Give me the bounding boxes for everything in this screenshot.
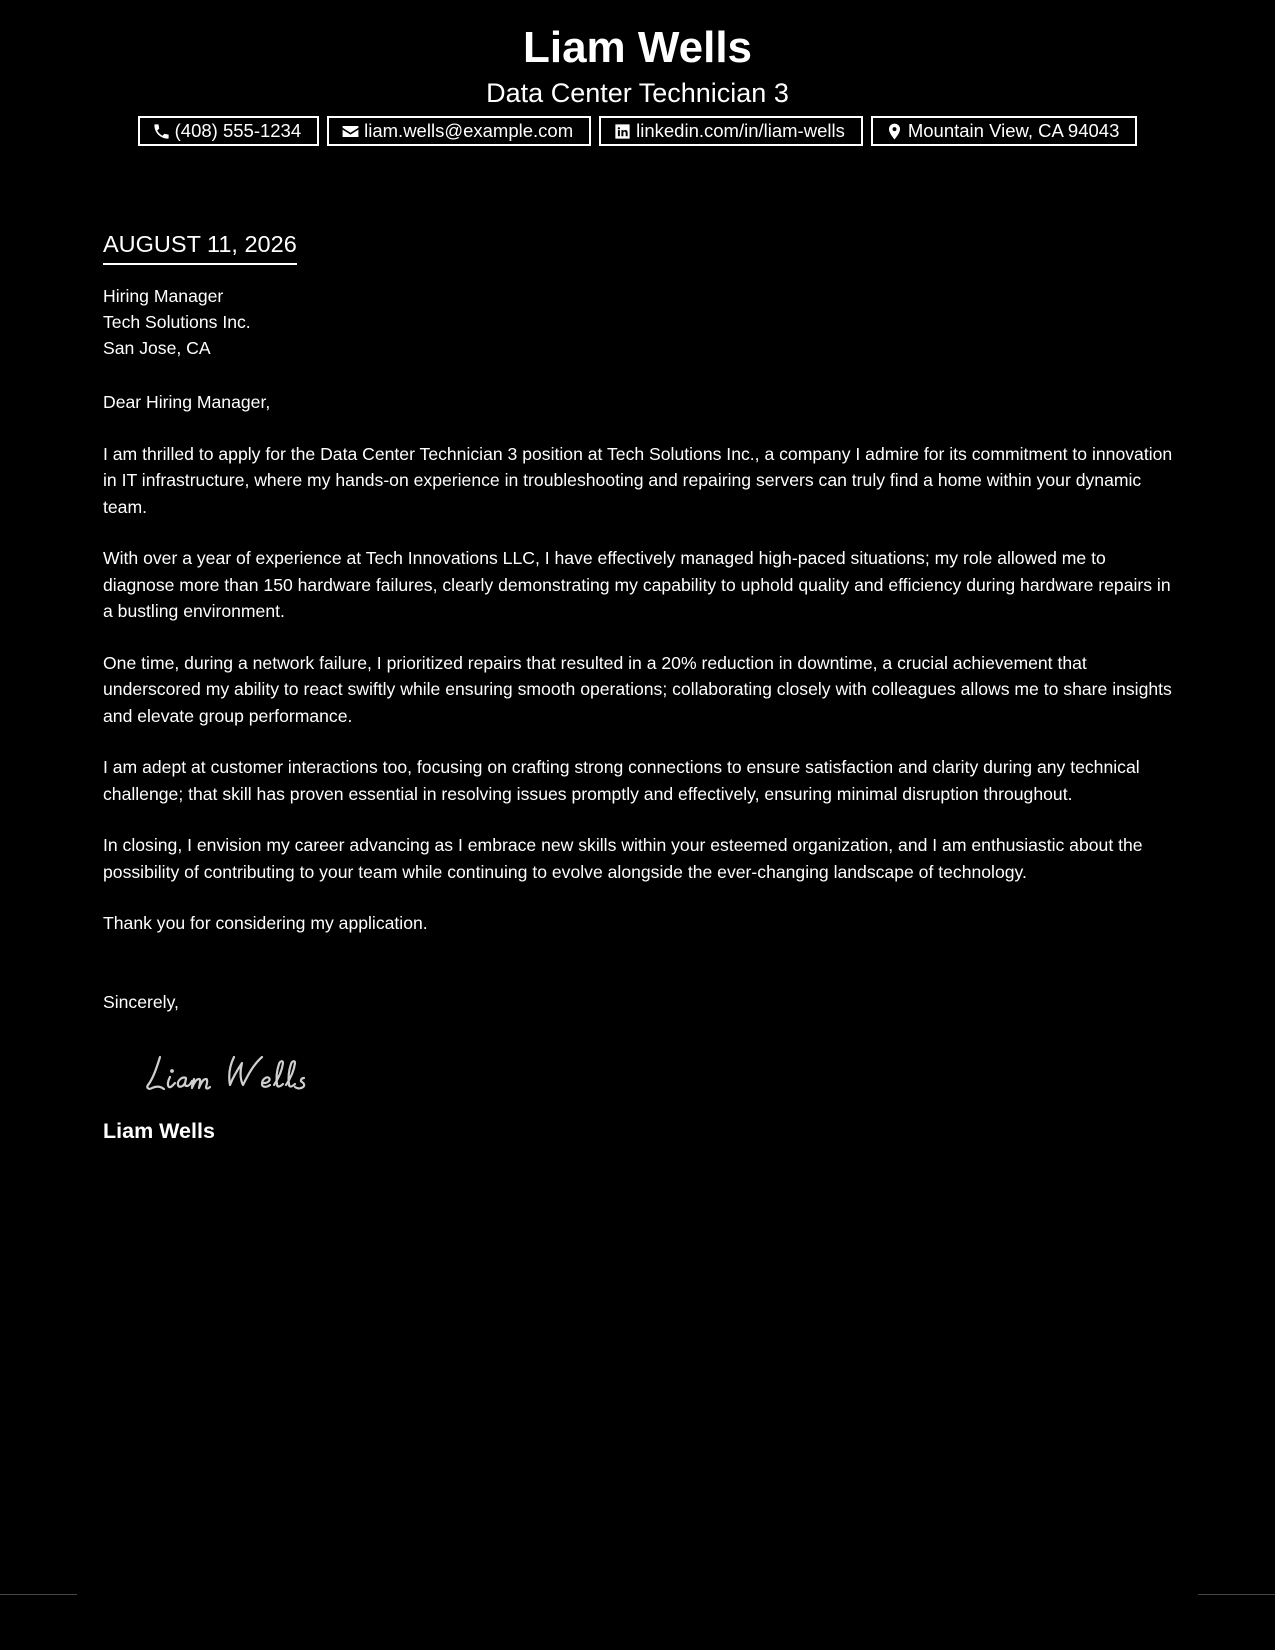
recipient-line: Hiring Manager [103,286,224,306]
contact-email[interactable] [327,116,591,146]
footer-divider [0,1594,77,1595]
body-paragraph: In closing, I envision my career advancing as I embrace new skills within your esteemed organization, and I am enthusiastic about the possibility of contributing to your team while continuing to evolve alongside the ever-changing landscape of technology. [103,835,1143,882]
closing: Sincerely, [103,991,179,1012]
letter-header [0,20,1275,146]
applicant-name: Liam Wells [522,23,753,72]
recipient-line: San Jose, CA [103,338,211,358]
recipient-address [103,283,1173,361]
recipient-line: Tech Solutions Inc. [103,312,251,332]
letter-date: AUGUST 11, 2026 [103,229,297,265]
contact-bar [0,116,1275,146]
contact-phone[interactable] [138,116,320,146]
body-paragraph: I am adept at customer interactions too, focusing on crafting strong connections to ensure satisfaction and clarity during any technical challenge; that skill has proven essential in resolving issues promptly and effectively, ensuring minimal disruption throughout. [103,757,1140,804]
linkedin-icon [613,122,632,141]
map-pin-icon [885,122,904,141]
thank-you-line: Thank you for considering my application. [103,913,428,933]
signed-name: Liam Wells [103,1119,215,1143]
envelope-icon [341,122,360,141]
signature-graphic [138,1043,338,1103]
contact-location[interactable] [871,116,1138,146]
salutation: Dear Hiring Manager, [103,392,271,412]
phone-text: (408) 555-1234 [174,120,302,141]
body-paragraph: With over a year of experience at Tech Innovations LLC, I have effectively managed high-paced situations; my role allowed me to diagnose more than 150 hardware failures, clearly demonstrating my capability to uphold quality and efficiency during hardware repairs in a bustling environment. [103,548,1171,621]
letter-body [103,229,1173,1145]
job-title: Data Center Technician 3 [486,78,789,108]
contact-linkedin[interactable] [599,116,863,146]
body-paragraph: I am thrilled to apply for the Data Center Technician 3 position at Tech Solutions Inc., a company I admire for its commitment to innovation in IT infrastructure, where my hands-on experience in troubleshooting and repairing servers can truly find a home within your dynamic team. [103,443,1173,517]
body-paragraph: One time, during a network failure, I prioritized repairs that resulted in a 20% reduction in downtime, a crucial achievement that underscored my ability to react swiftly while ensuring smooth operations; collaborating closely with colleagues allows me to share insights and elevate group performance. [103,652,1172,726]
phone-icon [152,122,171,141]
handwritten-signature [138,1043,1173,1103]
location-text: Mountain View, CA 94043 [907,120,1120,141]
linkedin-text: linkedin.com/in/liam-wells [636,120,845,141]
email-text: liam.wells@example.com [364,120,574,141]
footer-divider [1198,1594,1275,1595]
